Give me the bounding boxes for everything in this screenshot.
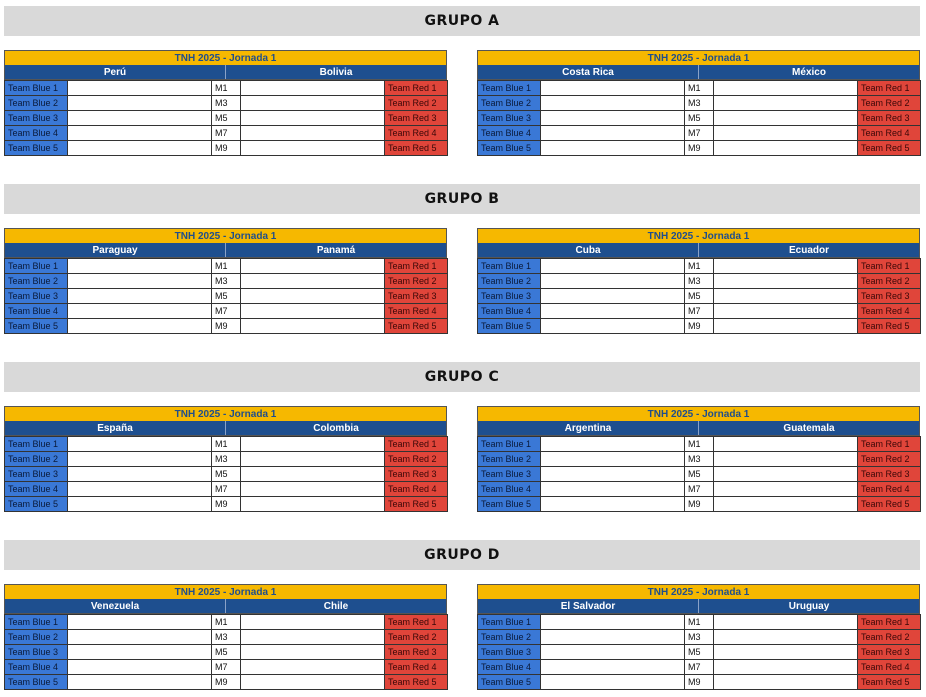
red-player-cell[interactable]: Team Red 2 xyxy=(385,274,448,289)
match-code-cell[interactable]: M5 xyxy=(685,289,714,304)
match-code-cell[interactable]: M3 xyxy=(212,274,241,289)
group-section xyxy=(4,540,920,687)
table-row xyxy=(5,630,448,645)
red-input-cell[interactable] xyxy=(241,81,385,96)
match-card xyxy=(477,406,920,512)
group-title: GRUPO A xyxy=(4,6,920,36)
red-input-cell[interactable] xyxy=(241,259,385,274)
lineup-table xyxy=(477,436,921,512)
match-code-cell[interactable]: M5 xyxy=(685,111,714,126)
blue-player-cell[interactable]: Team Blue 2 xyxy=(5,96,68,111)
blue-input-cell[interactable] xyxy=(68,497,212,512)
red-input-cell[interactable] xyxy=(241,274,385,289)
table-row xyxy=(5,482,448,497)
blue-input-cell[interactable] xyxy=(68,452,212,467)
blue-player-cell[interactable]: Team Blue 2 xyxy=(478,274,541,289)
red-player-cell[interactable]: Team Red 4 xyxy=(858,304,921,319)
table-row xyxy=(478,482,921,497)
red-player-cell[interactable]: Team Red 5 xyxy=(385,141,448,156)
blue-input-cell[interactable] xyxy=(541,141,685,156)
match-code-cell[interactable]: M7 xyxy=(685,660,714,675)
blue-player-cell[interactable]: Team Blue 4 xyxy=(5,126,68,141)
blue-player-cell[interactable]: Team Blue 5 xyxy=(478,497,541,512)
red-player-cell[interactable]: Team Red 1 xyxy=(858,437,921,452)
red-input-cell[interactable] xyxy=(241,96,385,111)
red-player-cell[interactable]: Team Red 2 xyxy=(858,452,921,467)
red-player-cell[interactable]: Team Red 4 xyxy=(385,660,448,675)
blue-input-cell[interactable] xyxy=(541,452,685,467)
match-code-cell[interactable]: M9 xyxy=(685,497,714,512)
match-code-cell[interactable]: M9 xyxy=(685,675,714,690)
lineup-table xyxy=(4,436,448,512)
blue-player-cell[interactable]: Team Blue 3 xyxy=(5,289,68,304)
match-code-cell[interactable]: M7 xyxy=(212,304,241,319)
team-left-name: Paraguay xyxy=(92,244,138,256)
matchday-title: TNH 2025 - Jornada 1 xyxy=(477,228,920,243)
match-code-cell[interactable]: M9 xyxy=(212,141,241,156)
red-input-cell[interactable] xyxy=(241,141,385,156)
match-code-cell[interactable]: M3 xyxy=(685,630,714,645)
blue-input-cell[interactable] xyxy=(541,630,685,645)
blue-input-cell[interactable] xyxy=(541,259,685,274)
blue-input-cell[interactable] xyxy=(541,467,685,482)
blue-player-cell[interactable]: Team Blue 5 xyxy=(5,675,68,690)
blue-input-cell[interactable] xyxy=(68,259,212,274)
lineup-table xyxy=(4,614,448,690)
table-row xyxy=(478,615,921,630)
table-row xyxy=(478,497,921,512)
blue-input-cell[interactable] xyxy=(541,304,685,319)
teams-header xyxy=(477,243,920,258)
team-right-name: Uruguay xyxy=(698,599,919,613)
match-code-cell[interactable]: M1 xyxy=(212,81,241,96)
red-player-cell[interactable]: Team Red 2 xyxy=(385,96,448,111)
match-code-cell[interactable]: M7 xyxy=(212,660,241,675)
red-player-cell[interactable]: Team Red 5 xyxy=(858,319,921,334)
teams-header xyxy=(477,65,920,80)
team-left-name: Perú xyxy=(103,66,127,78)
match-card xyxy=(4,406,447,512)
teams-header xyxy=(4,421,447,436)
red-input-cell[interactable] xyxy=(241,437,385,452)
blue-player-cell[interactable]: Team Blue 3 xyxy=(478,645,541,660)
blue-player-cell[interactable]: Team Blue 5 xyxy=(478,141,541,156)
match-code-cell[interactable]: M9 xyxy=(212,319,241,334)
red-input-cell[interactable] xyxy=(714,274,858,289)
blue-input-cell[interactable] xyxy=(68,437,212,452)
blue-input-cell[interactable] xyxy=(68,81,212,96)
blue-player-cell[interactable]: Team Blue 5 xyxy=(478,675,541,690)
table-row xyxy=(478,289,921,304)
matchday-title: TNH 2025 - Jornada 1 xyxy=(4,584,447,599)
table-row xyxy=(478,141,921,156)
red-player-cell[interactable]: Team Red 3 xyxy=(385,289,448,304)
blue-player-cell[interactable]: Team Blue 2 xyxy=(5,452,68,467)
red-player-cell[interactable]: Team Red 4 xyxy=(385,304,448,319)
table-row xyxy=(5,497,448,512)
match-card xyxy=(477,228,920,334)
teams-header xyxy=(4,65,447,80)
match-code-cell[interactable]: M7 xyxy=(212,126,241,141)
red-player-cell[interactable]: Team Red 3 xyxy=(385,467,448,482)
red-player-cell[interactable]: Team Red 4 xyxy=(858,482,921,497)
red-player-cell[interactable]: Team Red 3 xyxy=(385,111,448,126)
red-player-cell[interactable]: Team Red 2 xyxy=(858,96,921,111)
table-row xyxy=(478,645,921,660)
blue-player-cell[interactable]: Team Blue 2 xyxy=(5,274,68,289)
red-input-cell[interactable] xyxy=(714,126,858,141)
red-player-cell[interactable]: Team Red 4 xyxy=(858,126,921,141)
table-row xyxy=(478,467,921,482)
table-row xyxy=(5,81,448,96)
table-row xyxy=(5,141,448,156)
table-row xyxy=(478,274,921,289)
red-player-cell[interactable]: Team Red 1 xyxy=(385,81,448,96)
red-player-cell[interactable]: Team Red 5 xyxy=(385,675,448,690)
blue-input-cell[interactable] xyxy=(541,437,685,452)
team-left-name: España xyxy=(97,422,133,434)
red-player-cell[interactable]: Team Red 2 xyxy=(858,274,921,289)
matchday-title: TNH 2025 - Jornada 1 xyxy=(477,584,920,599)
blue-player-cell[interactable]: Team Blue 5 xyxy=(5,141,68,156)
teams-header xyxy=(477,599,920,614)
table-row xyxy=(5,452,448,467)
blue-player-cell[interactable]: Team Blue 4 xyxy=(5,304,68,319)
team-left-name: Cuba xyxy=(575,244,601,256)
match-code-cell[interactable]: M3 xyxy=(212,630,241,645)
red-input-cell[interactable] xyxy=(714,81,858,96)
red-player-cell[interactable]: Team Red 4 xyxy=(858,660,921,675)
match-code-cell[interactable]: M1 xyxy=(212,259,241,274)
red-input-cell[interactable] xyxy=(714,615,858,630)
blue-player-cell[interactable]: Team Blue 2 xyxy=(478,96,541,111)
blue-input-cell[interactable] xyxy=(541,81,685,96)
table-row xyxy=(478,81,921,96)
table-row xyxy=(478,452,921,467)
matchday-title: TNH 2025 - Jornada 1 xyxy=(4,228,447,243)
blue-input-cell[interactable] xyxy=(68,111,212,126)
red-input-cell[interactable] xyxy=(714,497,858,512)
blue-input-cell[interactable] xyxy=(541,274,685,289)
lineup-table xyxy=(4,258,448,334)
team-left-name: Argentina xyxy=(564,422,612,434)
match-code-cell[interactable]: M9 xyxy=(685,141,714,156)
red-input-cell[interactable] xyxy=(714,319,858,334)
match-code-cell[interactable]: M1 xyxy=(685,615,714,630)
blue-player-cell[interactable]: Team Blue 3 xyxy=(478,111,541,126)
red-input-cell[interactable] xyxy=(714,111,858,126)
group-title: GRUPO D xyxy=(4,540,920,570)
red-player-cell[interactable]: Team Red 2 xyxy=(858,630,921,645)
blue-input-cell[interactable] xyxy=(68,141,212,156)
red-input-cell[interactable] xyxy=(714,141,858,156)
team-left-name: El Salvador xyxy=(560,600,616,612)
red-input-cell[interactable] xyxy=(241,452,385,467)
table-row xyxy=(478,96,921,111)
match-code-cell[interactable]: M5 xyxy=(212,111,241,126)
blue-input-cell[interactable] xyxy=(68,482,212,497)
lineup-table xyxy=(477,614,921,690)
table-row xyxy=(5,660,448,675)
table-row xyxy=(5,304,448,319)
blue-input-cell[interactable] xyxy=(68,274,212,289)
red-input-cell[interactable] xyxy=(714,437,858,452)
blue-input-cell[interactable] xyxy=(541,645,685,660)
blue-player-cell[interactable]: Team Blue 2 xyxy=(478,630,541,645)
red-input-cell[interactable] xyxy=(241,497,385,512)
teams-header xyxy=(477,421,920,436)
table-row xyxy=(478,304,921,319)
red-input-cell[interactable] xyxy=(714,645,858,660)
blue-player-cell[interactable]: Team Blue 5 xyxy=(478,319,541,334)
team-right-name: Colombia xyxy=(225,421,446,435)
blue-input-cell[interactable] xyxy=(68,630,212,645)
team-right-name: Bolivia xyxy=(225,65,446,79)
match-card xyxy=(4,228,447,334)
matchday-title: TNH 2025 - Jornada 1 xyxy=(4,50,447,65)
group-section xyxy=(4,6,920,153)
blue-input-cell[interactable] xyxy=(541,126,685,141)
match-code-cell[interactable]: M7 xyxy=(685,304,714,319)
match-code-cell[interactable]: M1 xyxy=(685,259,714,274)
blue-player-cell[interactable]: Team Blue 4 xyxy=(478,660,541,675)
team-right-name: México xyxy=(698,65,919,79)
blue-input-cell[interactable] xyxy=(541,675,685,690)
red-player-cell[interactable]: Team Red 5 xyxy=(385,319,448,334)
team-right-name: Guatemala xyxy=(698,421,919,435)
match-card xyxy=(4,584,447,690)
blue-input-cell[interactable] xyxy=(68,319,212,334)
table-row xyxy=(5,675,448,690)
blue-input-cell[interactable] xyxy=(541,111,685,126)
teams-header xyxy=(4,599,447,614)
red-input-cell[interactable] xyxy=(241,660,385,675)
red-player-cell[interactable]: Team Red 3 xyxy=(858,467,921,482)
blue-input-cell[interactable] xyxy=(68,615,212,630)
blue-input-cell[interactable] xyxy=(68,675,212,690)
match-code-cell[interactable]: M9 xyxy=(685,319,714,334)
match-code-cell[interactable]: M1 xyxy=(685,81,714,96)
red-player-cell[interactable]: Team Red 1 xyxy=(858,81,921,96)
lineup-table xyxy=(477,80,921,156)
blue-input-cell[interactable] xyxy=(541,319,685,334)
blue-player-cell[interactable]: Team Blue 3 xyxy=(5,645,68,660)
table-row xyxy=(5,467,448,482)
blue-input-cell[interactable] xyxy=(541,482,685,497)
red-player-cell[interactable]: Team Red 3 xyxy=(385,645,448,660)
red-input-cell[interactable] xyxy=(714,259,858,274)
table-row xyxy=(478,319,921,334)
blue-player-cell[interactable]: Team Blue 5 xyxy=(5,319,68,334)
red-player-cell[interactable]: Team Red 1 xyxy=(385,437,448,452)
table-row xyxy=(5,126,448,141)
table-row xyxy=(478,437,921,452)
matchday-title: TNH 2025 - Jornada 1 xyxy=(477,406,920,421)
table-row xyxy=(5,437,448,452)
blue-player-cell[interactable]: Team Blue 1 xyxy=(478,437,541,452)
match-code-cell[interactable]: M7 xyxy=(685,126,714,141)
group-title: GRUPO C xyxy=(4,362,920,392)
blue-player-cell[interactable]: Team Blue 2 xyxy=(5,630,68,645)
red-player-cell[interactable]: Team Red 5 xyxy=(858,497,921,512)
match-code-cell[interactable]: M3 xyxy=(212,452,241,467)
blue-input-cell[interactable] xyxy=(68,467,212,482)
red-input-cell[interactable] xyxy=(241,675,385,690)
blue-input-cell[interactable] xyxy=(68,304,212,319)
team-right-name: Panamá xyxy=(225,243,446,257)
match-card xyxy=(477,50,920,156)
table-row xyxy=(478,675,921,690)
blue-player-cell[interactable]: Team Blue 1 xyxy=(5,437,68,452)
red-input-cell[interactable] xyxy=(241,289,385,304)
blue-player-cell[interactable]: Team Blue 1 xyxy=(5,259,68,274)
blue-player-cell[interactable]: Team Blue 1 xyxy=(478,81,541,96)
red-player-cell[interactable]: Team Red 5 xyxy=(858,141,921,156)
blue-player-cell[interactable]: Team Blue 4 xyxy=(478,482,541,497)
match-code-cell[interactable]: M9 xyxy=(212,497,241,512)
red-input-cell[interactable] xyxy=(241,467,385,482)
match-code-cell[interactable]: M3 xyxy=(685,96,714,111)
blue-input-cell[interactable] xyxy=(541,615,685,630)
table-row xyxy=(5,289,448,304)
match-code-cell[interactable]: M3 xyxy=(685,274,714,289)
blue-input-cell[interactable] xyxy=(68,289,212,304)
red-input-cell[interactable] xyxy=(714,289,858,304)
red-player-cell[interactable]: Team Red 5 xyxy=(385,497,448,512)
red-input-cell[interactable] xyxy=(714,96,858,111)
group-title: GRUPO B xyxy=(4,184,920,214)
blue-player-cell[interactable]: Team Blue 3 xyxy=(478,467,541,482)
red-input-cell[interactable] xyxy=(241,630,385,645)
blue-player-cell[interactable]: Team Blue 4 xyxy=(478,304,541,319)
red-player-cell[interactable]: Team Red 1 xyxy=(385,259,448,274)
lineup-table xyxy=(477,258,921,334)
red-input-cell[interactable] xyxy=(714,452,858,467)
table-row xyxy=(5,111,448,126)
blue-input-cell[interactable] xyxy=(541,497,685,512)
blue-player-cell[interactable]: Team Blue 1 xyxy=(478,259,541,274)
match-code-cell[interactable]: M5 xyxy=(685,467,714,482)
blue-player-cell[interactable]: Team Blue 3 xyxy=(5,467,68,482)
table-row xyxy=(5,615,448,630)
match-card xyxy=(4,50,447,156)
blue-player-cell[interactable]: Team Blue 1 xyxy=(5,81,68,96)
red-player-cell[interactable]: Team Red 3 xyxy=(858,111,921,126)
team-left-name: Costa Rica xyxy=(562,66,614,78)
matchday-title: TNH 2025 - Jornada 1 xyxy=(4,406,447,421)
blue-player-cell[interactable]: Team Blue 4 xyxy=(478,126,541,141)
blue-player-cell[interactable]: Team Blue 4 xyxy=(5,482,68,497)
group-section xyxy=(4,184,920,331)
matchday-title: TNH 2025 - Jornada 1 xyxy=(477,50,920,65)
table-row xyxy=(5,274,448,289)
match-code-cell[interactable]: M5 xyxy=(212,289,241,304)
teams-header xyxy=(4,243,447,258)
red-input-cell[interactable] xyxy=(241,319,385,334)
table-row xyxy=(5,96,448,111)
table-row xyxy=(5,319,448,334)
match-code-cell[interactable]: M5 xyxy=(212,645,241,660)
red-player-cell[interactable]: Team Red 4 xyxy=(385,482,448,497)
match-card xyxy=(477,584,920,690)
blue-input-cell[interactable] xyxy=(68,126,212,141)
match-code-cell[interactable]: M1 xyxy=(212,615,241,630)
red-input-cell[interactable] xyxy=(241,111,385,126)
red-input-cell[interactable] xyxy=(241,615,385,630)
table-row xyxy=(478,259,921,274)
blue-player-cell[interactable]: Team Blue 3 xyxy=(5,111,68,126)
table-row xyxy=(5,259,448,274)
blue-input-cell[interactable] xyxy=(541,289,685,304)
match-code-cell[interactable]: M7 xyxy=(212,482,241,497)
team-right-name: Ecuador xyxy=(698,243,919,257)
blue-player-cell[interactable]: Team Blue 1 xyxy=(478,615,541,630)
blue-input-cell[interactable] xyxy=(68,96,212,111)
match-code-cell[interactable]: M3 xyxy=(685,452,714,467)
red-input-cell[interactable] xyxy=(241,126,385,141)
table-row xyxy=(478,111,921,126)
red-player-cell[interactable]: Team Red 5 xyxy=(858,675,921,690)
red-player-cell[interactable]: Team Red 1 xyxy=(858,615,921,630)
match-code-cell[interactable]: M7 xyxy=(685,482,714,497)
red-player-cell[interactable]: Team Red 1 xyxy=(385,615,448,630)
table-row xyxy=(478,126,921,141)
table-row xyxy=(478,660,921,675)
red-player-cell[interactable]: Team Red 3 xyxy=(858,645,921,660)
match-code-cell[interactable]: M1 xyxy=(212,437,241,452)
blue-player-cell[interactable]: Team Blue 2 xyxy=(478,452,541,467)
group-section xyxy=(4,362,920,509)
blue-player-cell[interactable]: Team Blue 4 xyxy=(5,660,68,675)
red-player-cell[interactable]: Team Red 1 xyxy=(858,259,921,274)
red-input-cell[interactable] xyxy=(241,304,385,319)
red-player-cell[interactable]: Team Red 4 xyxy=(385,126,448,141)
match-code-cell[interactable]: M5 xyxy=(212,467,241,482)
match-code-cell[interactable]: M1 xyxy=(685,437,714,452)
match-code-cell[interactable]: M5 xyxy=(685,645,714,660)
red-input-cell[interactable] xyxy=(241,482,385,497)
red-input-cell[interactable] xyxy=(714,675,858,690)
blue-input-cell[interactable] xyxy=(541,660,685,675)
blue-input-cell[interactable] xyxy=(68,645,212,660)
blue-player-cell[interactable]: Team Blue 3 xyxy=(478,289,541,304)
match-code-cell[interactable]: M3 xyxy=(212,96,241,111)
blue-player-cell[interactable]: Team Blue 5 xyxy=(5,497,68,512)
red-player-cell[interactable]: Team Red 3 xyxy=(858,289,921,304)
red-input-cell[interactable] xyxy=(714,660,858,675)
red-player-cell[interactable]: Team Red 2 xyxy=(385,630,448,645)
red-input-cell[interactable] xyxy=(714,304,858,319)
red-input-cell[interactable] xyxy=(241,645,385,660)
blue-input-cell[interactable] xyxy=(68,660,212,675)
team-left-name: Venezuela xyxy=(90,600,140,612)
match-code-cell[interactable]: M9 xyxy=(212,675,241,690)
red-input-cell[interactable] xyxy=(714,467,858,482)
blue-input-cell[interactable] xyxy=(541,96,685,111)
red-input-cell[interactable] xyxy=(714,630,858,645)
red-input-cell[interactable] xyxy=(714,482,858,497)
lineup-table xyxy=(4,80,448,156)
red-player-cell[interactable]: Team Red 2 xyxy=(385,452,448,467)
blue-player-cell[interactable]: Team Blue 1 xyxy=(5,615,68,630)
table-row xyxy=(5,645,448,660)
team-right-name: Chile xyxy=(225,599,446,613)
table-row xyxy=(478,630,921,645)
